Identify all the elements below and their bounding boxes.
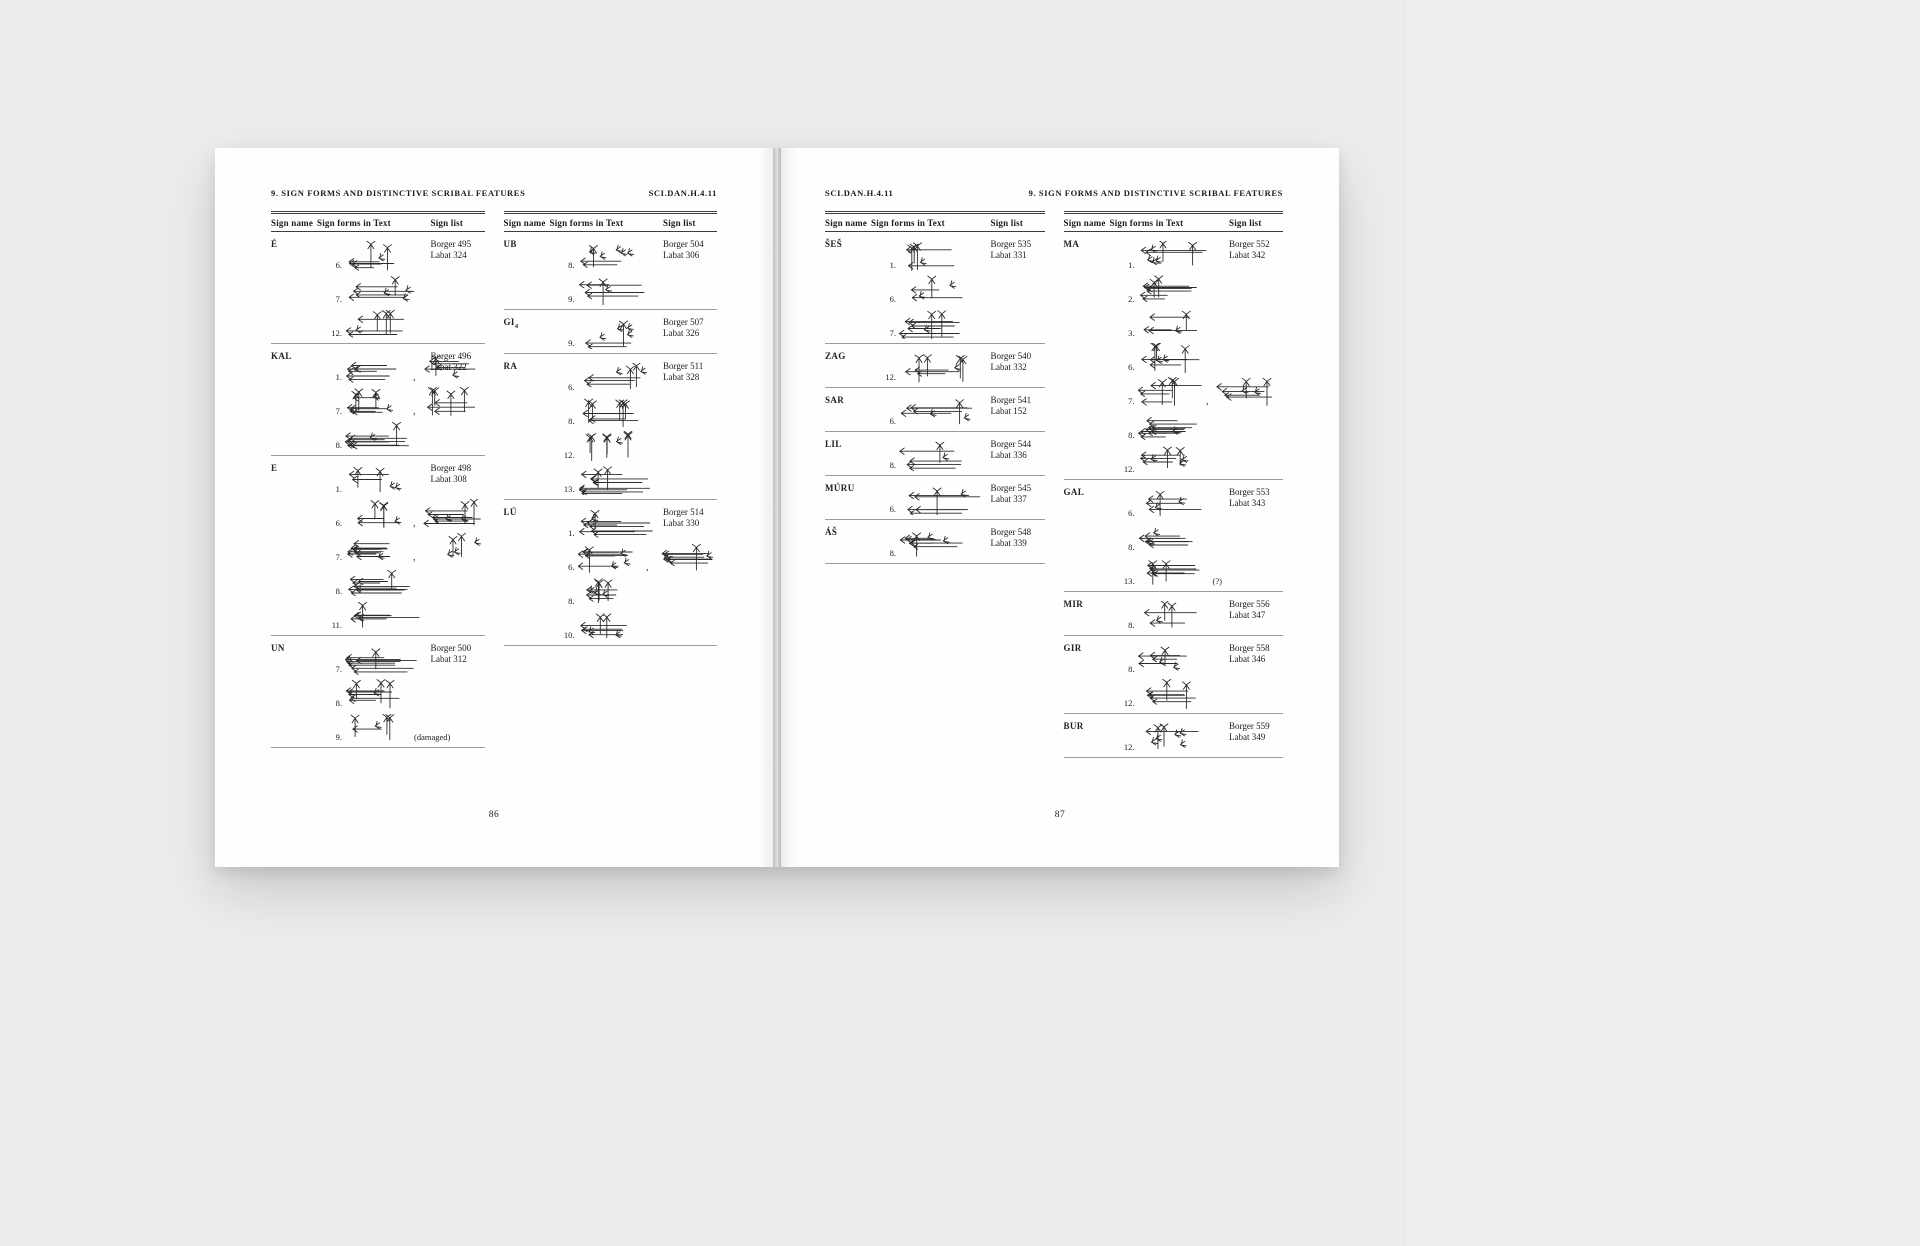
- sign-forms-cell: [1110, 597, 1230, 631]
- sign-list-ref: Borger 511: [663, 361, 704, 371]
- sign-list-ref: Labat 349: [1229, 732, 1266, 742]
- page-right: [781, 148, 1339, 867]
- sign-form-number: 1.: [889, 260, 896, 270]
- sign-form-number: 13.: [563, 484, 575, 494]
- sign-row: [1064, 232, 1284, 480]
- sign-row: [504, 310, 718, 354]
- running-head-chapter: 9. SIGN FORMS AND DISTINCTIVE SCRIBAL FEATURES: [1028, 188, 1283, 198]
- sign-forms-cell: [1110, 719, 1230, 753]
- sign-form-item: [550, 271, 664, 305]
- sign-form-number: 6.: [568, 382, 575, 392]
- cuneiform-sign-drawing: [1138, 601, 1209, 631]
- sign-name: LIL: [825, 439, 842, 449]
- sign-list-refs: [991, 393, 1045, 427]
- sign-form-item: [550, 359, 664, 393]
- cuneiform-sign-drawing: [899, 441, 969, 471]
- sign-list-refs: [431, 237, 485, 339]
- sign-form-number: 12.: [1123, 698, 1135, 708]
- sign-form-number: 6.: [889, 416, 896, 426]
- cuneiform-sign-drawing: [578, 611, 656, 641]
- sign-form-item: [550, 393, 664, 427]
- sign-row: [1064, 714, 1284, 758]
- sign-form-number: 6.: [335, 518, 342, 528]
- sign-forms-cell: [550, 359, 664, 495]
- sign-name: UB: [503, 239, 517, 249]
- sign-name: RA: [503, 361, 518, 371]
- sign-list-ref: Borger 548: [990, 527, 1032, 537]
- running-head-chapter: 9. SIGN FORMS AND DISTINCTIVE SCRIBAL FEATURES: [271, 188, 526, 198]
- sign-row: [271, 344, 485, 456]
- cuneiform-sign-drawing: [1138, 489, 1204, 519]
- sign-row: [825, 344, 1045, 388]
- table-header-row: [825, 211, 1045, 232]
- sign-form-note: (?): [1212, 576, 1222, 586]
- sign-form-number: 9.: [335, 732, 342, 742]
- cuneiform-sign-drawing: [1138, 411, 1202, 441]
- sign-list-ref: Labat 322: [430, 362, 467, 372]
- sign-list-ref: Borger 507: [663, 317, 704, 327]
- sign-form-item: [550, 427, 664, 461]
- sign-form-item: [317, 529, 431, 563]
- variant-separator-comma: ,: [645, 562, 648, 573]
- cuneiform-sign-drawing: [899, 397, 981, 427]
- sign-form-item: [871, 305, 991, 339]
- sign-list-refs: [991, 525, 1045, 559]
- sign-form-item: [1110, 237, 1230, 271]
- sign-form-item: [317, 495, 431, 529]
- cuneiform-sign-drawing: [899, 529, 965, 559]
- sign-form-number: 3.: [1128, 328, 1135, 338]
- sign-form-number: 1.: [335, 484, 342, 494]
- column-header-sign-name: Sign name: [271, 218, 314, 228]
- sign-name: GAL: [1063, 487, 1085, 497]
- sign-list-refs: [663, 359, 717, 495]
- sign-row: [825, 476, 1045, 520]
- sign-list-refs: [1229, 237, 1283, 475]
- sign-forms-cell: [550, 237, 664, 305]
- sign-forms-cell: [317, 237, 431, 339]
- sign-form-number: 1.: [568, 528, 575, 538]
- sign-form-number: 12.: [1123, 742, 1135, 752]
- sign-list-ref: Borger 545: [990, 483, 1032, 493]
- cuneiform-sign-drawing: [1138, 679, 1212, 709]
- sign-name: ÁŠ: [825, 527, 838, 537]
- sign-form-item: [1110, 373, 1230, 407]
- sign-list-refs: [431, 349, 485, 451]
- sign-list-ref: Labat 152: [990, 406, 1027, 416]
- sign-row: [825, 520, 1045, 564]
- cuneiform-sign-drawing: [899, 353, 985, 383]
- page-left: [215, 148, 773, 867]
- sign-form-number: 12.: [563, 450, 575, 460]
- running-head: [825, 188, 1283, 198]
- sign-form-item: [550, 607, 664, 641]
- sign-form-number: 12.: [1123, 464, 1135, 474]
- sign-form-number: 8.: [568, 416, 575, 426]
- sign-list-refs: [1229, 485, 1283, 587]
- sign-form-item: [1110, 719, 1230, 753]
- sign-table-column: [504, 211, 718, 748]
- column-header-sign-list: Sign list: [430, 218, 464, 228]
- sign-list-refs: [431, 461, 485, 631]
- sign-list-refs: [663, 237, 717, 305]
- variant-separator-comma: ,: [413, 406, 416, 417]
- sign-list-ref: Labat 330: [663, 518, 700, 528]
- sign-tables: [271, 211, 717, 748]
- sign-form-item: [550, 315, 664, 349]
- sign-forms-cell: [871, 481, 991, 515]
- sign-form-item: [317, 597, 431, 631]
- sign-form-number: 8.: [889, 548, 896, 558]
- sign-form-item: [550, 505, 664, 539]
- sign-name-subscript: 4: [514, 322, 519, 330]
- sign-list-ref: Labat 342: [1229, 250, 1266, 260]
- sign-forms-cell: [550, 315, 664, 349]
- sign-list-refs: [991, 349, 1045, 383]
- sign-list-ref: Labat 326: [663, 328, 700, 338]
- sign-list-ref: Borger 498: [430, 463, 472, 473]
- sign-form-number: 7.: [889, 328, 896, 338]
- sign-form-number: 13.: [1123, 576, 1135, 586]
- sign-name: MIR: [1063, 599, 1084, 609]
- sign-form-item: [550, 237, 664, 271]
- sign-row: [1064, 480, 1284, 592]
- sign-row: [271, 232, 485, 344]
- sign-row: [271, 636, 485, 748]
- sign-forms-cell: [550, 505, 664, 641]
- sign-table-column: [271, 211, 485, 748]
- cuneiform-sign-drawing: [345, 713, 410, 743]
- sign-row: [825, 388, 1045, 432]
- sign-form-number: 7.: [335, 406, 342, 416]
- sign-name: É: [271, 239, 278, 249]
- column-header-sign-forms: Sign forms in Text: [871, 218, 945, 228]
- cuneiform-sign-drawing: [1138, 723, 1209, 753]
- cuneiform-sign-drawing: [899, 241, 979, 271]
- sign-forms-cell: [1110, 641, 1230, 709]
- sign-form-number: 6.: [335, 260, 342, 270]
- sign-list-ref: Labat 331: [990, 250, 1027, 260]
- sign-form-number: 1.: [1128, 260, 1135, 270]
- sign-list-ref: Labat 339: [990, 538, 1027, 548]
- sign-list-ref: Labat 312: [430, 654, 467, 664]
- column-header-sign-forms: Sign forms in Text: [317, 218, 391, 228]
- sign-form-number: 8.: [335, 698, 342, 708]
- sign-form-item: [550, 461, 664, 495]
- sign-row: [271, 456, 485, 636]
- sign-list-ref: Labat 306: [663, 250, 700, 260]
- sign-form-item: [1110, 407, 1230, 441]
- sign-form-number: 12.: [885, 372, 896, 382]
- sign-name: ŠEŠ: [825, 239, 843, 249]
- sign-form-item: [1110, 641, 1230, 675]
- sign-form-item: [871, 271, 991, 305]
- sign-form-number: 7.: [335, 552, 342, 562]
- cuneiform-sign-drawing: [345, 421, 421, 451]
- sign-form-number: 6.: [568, 562, 575, 572]
- cuneiform-sign-drawing: [578, 431, 647, 461]
- running-head-series: SCI.DAN.H.4.11: [825, 188, 894, 198]
- column-header-sign-list: Sign list: [990, 218, 1024, 228]
- variant-separator-comma: ,: [413, 372, 416, 383]
- sign-form-number: 8.: [1128, 620, 1135, 630]
- sign-list-ref: Borger 500: [430, 643, 472, 653]
- sign-list-refs: [1229, 719, 1283, 753]
- page-number: 87: [1054, 810, 1066, 820]
- sign-list-ref: Labat 332: [990, 362, 1027, 372]
- sign-name: $GI_4$: [503, 317, 519, 330]
- sign-list-ref: Borger 514: [663, 507, 704, 517]
- cuneiform-sign-drawing: [899, 309, 982, 339]
- sign-row: [825, 232, 1045, 344]
- sign-list-ref: Borger 558: [1229, 643, 1270, 653]
- cuneiform-sign-drawing: [578, 241, 650, 271]
- cuneiform-sign-drawing: [1138, 309, 1209, 339]
- cuneiform-sign-drawing: [345, 645, 425, 675]
- sign-form-item: [1110, 519, 1230, 553]
- sign-form-item: [550, 539, 664, 573]
- sign-form-number: 8.: [335, 586, 342, 596]
- sign-list-ref: Borger 535: [990, 239, 1032, 249]
- sign-form-number: 8.: [335, 440, 342, 450]
- sign-list-ref: Labat 346: [1229, 654, 1266, 664]
- sign-row: [825, 432, 1045, 476]
- variant-separator-comma: ,: [413, 552, 416, 563]
- sign-table-column: [825, 211, 1045, 758]
- variant-separator-comma: ,: [1205, 396, 1208, 407]
- sign-form-number: 8.: [1128, 430, 1135, 440]
- sign-row: [1064, 636, 1284, 714]
- sign-row: [1064, 592, 1284, 636]
- sign-form-number: 9.: [568, 294, 575, 304]
- sign-forms-cell: [871, 349, 991, 383]
- sign-form-number: 6.: [889, 294, 896, 304]
- sign-form-number: 7.: [335, 294, 342, 304]
- cuneiform-sign-drawing: [1138, 343, 1209, 373]
- cuneiform-sign-drawing: [345, 241, 407, 271]
- cuneiform-sign-drawing: [345, 679, 409, 709]
- sign-form-item: [1110, 305, 1230, 339]
- sign-list-refs: [1229, 597, 1283, 631]
- page-number: 86: [488, 810, 500, 820]
- sign-row: [504, 354, 718, 500]
- sign-forms-cell: [317, 349, 431, 451]
- sign-list-ref: Borger 541: [990, 395, 1032, 405]
- page-right-content: [781, 148, 1339, 867]
- sign-form-number: 9.: [568, 338, 575, 348]
- cuneiform-sign-drawing: [1138, 557, 1209, 587]
- running-head-series: SCI.DAN.H.4.11: [648, 188, 717, 198]
- sign-name: ZAG: [825, 351, 846, 361]
- sign-list-ref: Borger 552: [1229, 239, 1270, 249]
- sign-list-ref: Borger 553: [1229, 487, 1270, 497]
- sign-form-number: 11.: [331, 620, 342, 630]
- sign-forms-cell: [871, 525, 991, 559]
- sign-list-refs: [991, 481, 1045, 515]
- sign-form-item: [317, 237, 431, 271]
- sign-table-column: [1064, 211, 1284, 758]
- sign-name: UN: [271, 643, 285, 653]
- sign-list-ref: Labat 347: [1229, 610, 1266, 620]
- sign-form-number: 7.: [335, 664, 342, 674]
- backdrop-right-panel: [1404, 0, 1920, 1246]
- sign-list-ref: Labat 308: [430, 474, 467, 484]
- sign-form-number: 8.: [568, 260, 575, 270]
- sign-name: MA: [1063, 239, 1080, 249]
- sign-form-number: 8.: [568, 596, 575, 606]
- sign-list-ref: Borger 504: [663, 239, 704, 249]
- cuneiform-sign-drawing: [578, 577, 649, 607]
- sign-list-ref: Labat 343: [1229, 498, 1266, 508]
- sign-list-ref: Labat 337: [990, 494, 1027, 504]
- sign-form-item: [871, 481, 991, 515]
- sign-form-number: 12.: [331, 328, 342, 338]
- sign-name: SAR: [825, 395, 845, 405]
- sign-list-ref: Labat 336: [990, 450, 1027, 460]
- sign-form-item: [550, 573, 664, 607]
- sign-form-number: 10.: [563, 630, 575, 640]
- sign-forms-cell: [871, 393, 991, 427]
- cuneiform-sign-drawing: [1138, 523, 1218, 553]
- table-header-row: [271, 211, 485, 232]
- sign-form-item: [317, 461, 431, 495]
- sign-list-ref: Borger 544: [990, 439, 1032, 449]
- sign-forms-cell: [317, 461, 431, 631]
- sign-form-item: [1110, 339, 1230, 373]
- page-left-content: [215, 148, 773, 867]
- sign-form-item: [1110, 553, 1230, 587]
- cuneiform-sign-drawing: [578, 275, 654, 305]
- sign-list-ref: Borger 556: [1229, 599, 1270, 609]
- sign-form-number: 6.: [889, 504, 896, 514]
- column-header-sign-forms: Sign forms in Text: [549, 218, 624, 228]
- cuneiform-sign-drawing: [578, 397, 643, 427]
- sign-form-item: [871, 237, 991, 271]
- sign-forms-cell: [871, 237, 991, 339]
- sign-form-item: [871, 525, 991, 559]
- sign-form-number: 6.: [1128, 508, 1135, 518]
- cuneiform-sign-drawing: [1138, 241, 1220, 271]
- sign-list-refs: [1229, 641, 1283, 709]
- sign-list-ref: Labat 324: [430, 250, 467, 260]
- sign-form-number: 6.: [1128, 362, 1135, 372]
- cuneiform-sign-drawing: [345, 601, 421, 631]
- sign-form-number: 8.: [1128, 664, 1135, 674]
- sign-name: E: [271, 463, 278, 473]
- sign-list-refs: [431, 641, 485, 743]
- cuneiform-sign-drawing: [345, 567, 420, 597]
- sign-form-number: 1.: [335, 372, 342, 382]
- sign-list-refs: [663, 505, 717, 641]
- sign-name: GIR: [1063, 643, 1082, 653]
- book-spread: [215, 148, 1339, 867]
- sign-name: LÚ: [503, 507, 517, 517]
- sign-form-item: [871, 349, 991, 383]
- sign-form-item: [317, 641, 431, 675]
- sign-forms-cell: [1110, 485, 1230, 587]
- book-spine: [773, 148, 781, 867]
- sign-form-number: 2.: [1128, 294, 1135, 304]
- sign-name: MÚRU: [825, 483, 855, 493]
- cuneiform-sign-drawing: [899, 275, 969, 305]
- cuneiform-sign-drawing: [1138, 645, 1207, 675]
- sign-form-item: [317, 417, 431, 451]
- sign-list-refs: [991, 237, 1045, 339]
- sign-form-item: [1110, 441, 1230, 475]
- sign-form-item: [871, 393, 991, 427]
- cuneiform-sign-drawing: [578, 509, 666, 539]
- sign-form-number: 8.: [889, 460, 896, 470]
- column-header-sign-list: Sign list: [1229, 218, 1262, 228]
- column-header-sign-name: Sign name: [503, 218, 546, 228]
- sign-forms-cell: [871, 437, 991, 471]
- sign-forms-cell: [1110, 237, 1230, 475]
- variant-separator-comma: ,: [413, 518, 416, 529]
- sign-name: KAL: [271, 351, 292, 361]
- sign-form-item: [1110, 271, 1230, 305]
- table-header-row: [504, 211, 718, 232]
- sign-row: [504, 232, 718, 310]
- cuneiform-sign-drawing: [1138, 445, 1204, 475]
- sign-form-item: [317, 349, 431, 383]
- sign-list-ref: Borger 496: [430, 351, 472, 361]
- cuneiform-sign-drawing: [1138, 275, 1208, 305]
- sign-form-item: [1110, 597, 1230, 631]
- sign-list-ref: Borger 559: [1229, 721, 1270, 731]
- sign-form-item: [317, 305, 431, 339]
- sign-form-item: [317, 383, 431, 417]
- cuneiform-sign-drawing: [578, 319, 655, 349]
- column-header-sign-name: Sign name: [825, 218, 868, 228]
- cuneiform-sign-drawing: [345, 309, 420, 339]
- cuneiform-sign-drawing: [578, 465, 667, 495]
- sign-list-ref: Borger 540: [990, 351, 1032, 361]
- sign-form-note: (damaged): [414, 732, 451, 742]
- sign-tables: [825, 211, 1283, 758]
- table-header-row: [1064, 211, 1284, 232]
- sign-list-ref: Labat 328: [663, 372, 700, 382]
- sign-form-number: 8.: [1128, 542, 1135, 552]
- sign-form-item: [317, 271, 431, 305]
- sign-form-item: [1110, 675, 1230, 709]
- sign-form-item: [317, 563, 431, 597]
- running-head: [271, 188, 717, 198]
- sign-form-item: [871, 437, 991, 471]
- cuneiform-sign-drawing: [899, 485, 987, 515]
- column-header-sign-name: Sign name: [1063, 218, 1106, 228]
- sign-form-item: [1110, 485, 1230, 519]
- sign-row: [504, 500, 718, 646]
- sign-list-refs: [663, 315, 717, 349]
- column-header-sign-forms: Sign forms in Text: [1109, 218, 1184, 228]
- sign-form-item: [317, 675, 431, 709]
- sign-name: BUR: [1063, 721, 1084, 731]
- cuneiform-sign-drawing: [578, 363, 659, 393]
- column-header-sign-list: Sign list: [663, 218, 696, 228]
- sign-list-refs: [991, 437, 1045, 471]
- cuneiform-sign-drawing: [345, 275, 421, 305]
- sign-list-ref: Borger 495: [430, 239, 472, 249]
- sign-form-item: [317, 709, 451, 743]
- cuneiform-sign-drawing: [345, 465, 411, 495]
- sign-form-number: 7.: [1128, 396, 1135, 406]
